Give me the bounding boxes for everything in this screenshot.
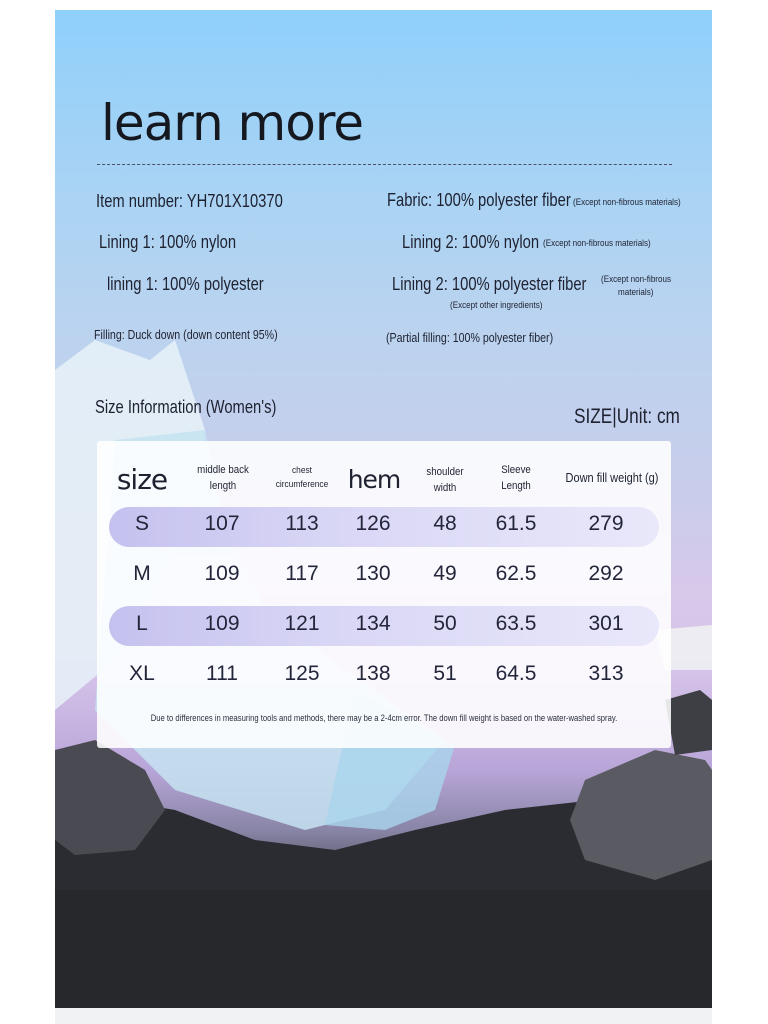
header-middle-back-line2: length — [209, 480, 237, 492]
table-cell: 126 — [355, 512, 391, 535]
table-cell: L — [136, 612, 148, 635]
table-cell: 292 — [588, 562, 624, 585]
table-cell: 113 — [285, 512, 319, 535]
header-down-fill: Down fill weight (g) — [565, 471, 659, 485]
lining2-polyester-note-below: (Except other ingredients) — [450, 300, 543, 311]
table-cell: S — [134, 512, 149, 535]
item-number: Item number: YH701X10370 — [96, 191, 283, 211]
table-cell: 49 — [433, 562, 457, 585]
table-cell: 138 — [355, 662, 391, 685]
table-cell: 51 — [433, 662, 457, 685]
table-cell: 109 — [204, 562, 240, 585]
table-cell: 279 — [588, 512, 624, 535]
table-cell: 64.5 — [495, 662, 537, 685]
table-cell: 111 — [206, 662, 238, 685]
table-cell: 61.5 — [495, 512, 537, 535]
header-chest-line1: chest — [292, 465, 312, 476]
lining2-polyester-note-line1: (Except non-fibrous — [601, 274, 672, 285]
header-sleeve-line2: Length — [501, 480, 531, 492]
table-cell: 117 — [285, 562, 319, 585]
table-cell: 130 — [355, 562, 391, 585]
lining1-nylon: Lining 1: 100% nylon — [99, 232, 237, 252]
table-cell: 313 — [588, 662, 624, 685]
table-cell: 48 — [433, 512, 457, 535]
table-footnote: Due to differences in measuring tools and methods, there may be a 2-4cm error. The down fill weight is based on the water-washed spray. — [150, 713, 618, 723]
lining2-nylon-note: (Except non-fibrous materials) — [543, 238, 651, 249]
table-cell: XL — [129, 662, 155, 685]
filling: Filling: Duck down (down content 95%) — [94, 328, 278, 342]
fabric-note: (Except non-fibrous materials) — [573, 197, 681, 208]
partial-filling: (Partial filling: 100% polyester fiber) — [386, 331, 554, 345]
table-cell: 121 — [284, 612, 320, 635]
dashed-divider — [97, 164, 672, 165]
table-cell: 63.5 — [495, 612, 537, 635]
fabric: Fabric: 100% polyester fiber — [387, 190, 571, 210]
lining2-nylon: Lining 2: 100% nylon — [402, 232, 540, 252]
table-cell: 134 — [355, 612, 391, 635]
header-size: size — [116, 463, 168, 496]
header-shoulder-line1: shoulder — [426, 466, 464, 478]
table-cell: 109 — [204, 612, 240, 635]
header-chest-line2: circumference — [275, 479, 329, 490]
table-cell: 62.5 — [495, 562, 537, 585]
lining2-polyester-note-line2: materials) — [618, 287, 654, 298]
size-unit-label: SIZE|Unit: cm — [574, 405, 680, 428]
header-shoulder-line2: width — [433, 482, 457, 494]
table-cell: 107 — [204, 512, 240, 535]
bottom-strip — [55, 1008, 712, 1024]
page-title: learn more — [101, 94, 364, 152]
header-middle-back-line1: middle back — [197, 464, 249, 476]
header-sleeve-line1: Sleeve — [501, 464, 531, 476]
lining1-polyester: lining 1: 100% polyester — [107, 274, 264, 294]
table-cell: 301 — [588, 612, 624, 635]
size-info-heading: Size Information (Women's) — [95, 397, 277, 417]
table-cell: 125 — [284, 662, 320, 685]
header-hem: hem — [347, 465, 401, 494]
lining2-polyester: Lining 2: 100% polyester fiber — [392, 274, 587, 294]
table-cell: M — [133, 562, 151, 585]
product-poster — [55, 10, 712, 1008]
size-table — [97, 441, 671, 748]
table-cell: 50 — [433, 612, 457, 635]
